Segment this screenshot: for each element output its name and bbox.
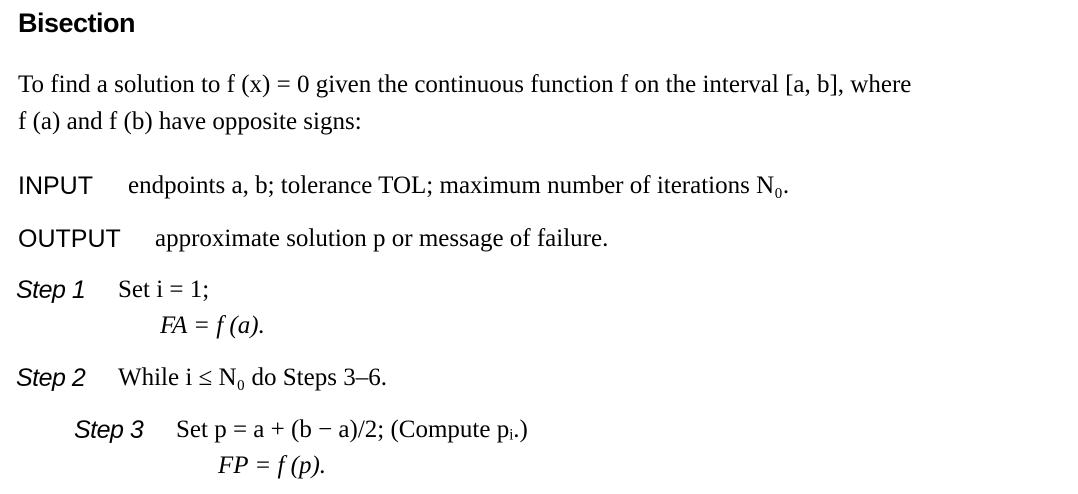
- step-1-line-1: Set i = 1;: [118, 276, 210, 303]
- input-text: endpoints a, b; tolerance TOL; maximum number of iterations N₀.: [128, 172, 790, 199]
- step-1-label: Step 1: [16, 276, 86, 304]
- intro-line-1: To find a solution to f (x) = 0 given the continuous function f on the interval [a, b], where: [18, 71, 912, 98]
- output-text: approximate solution p or message of failure.: [155, 225, 609, 252]
- step-3-label: Step 3: [74, 416, 144, 444]
- step-3-line-1: Set p = a + (b − a)/2; (Compute pᵢ.): [176, 416, 528, 443]
- output-label: OUTPUT: [18, 225, 121, 253]
- section-title: Bisection: [18, 8, 136, 38]
- step-2-label: Step 2: [16, 364, 86, 392]
- intro-line-2: f (a) and f (b) have opposite signs:: [18, 108, 362, 135]
- step-1-line-2: FA = f (a).: [160, 312, 265, 339]
- step-3-line-2: FP = f (p).: [218, 452, 327, 479]
- step-2-line-1: While i ≤ N₀ do Steps 3–6.: [118, 364, 387, 391]
- input-label: INPUT: [18, 172, 93, 200]
